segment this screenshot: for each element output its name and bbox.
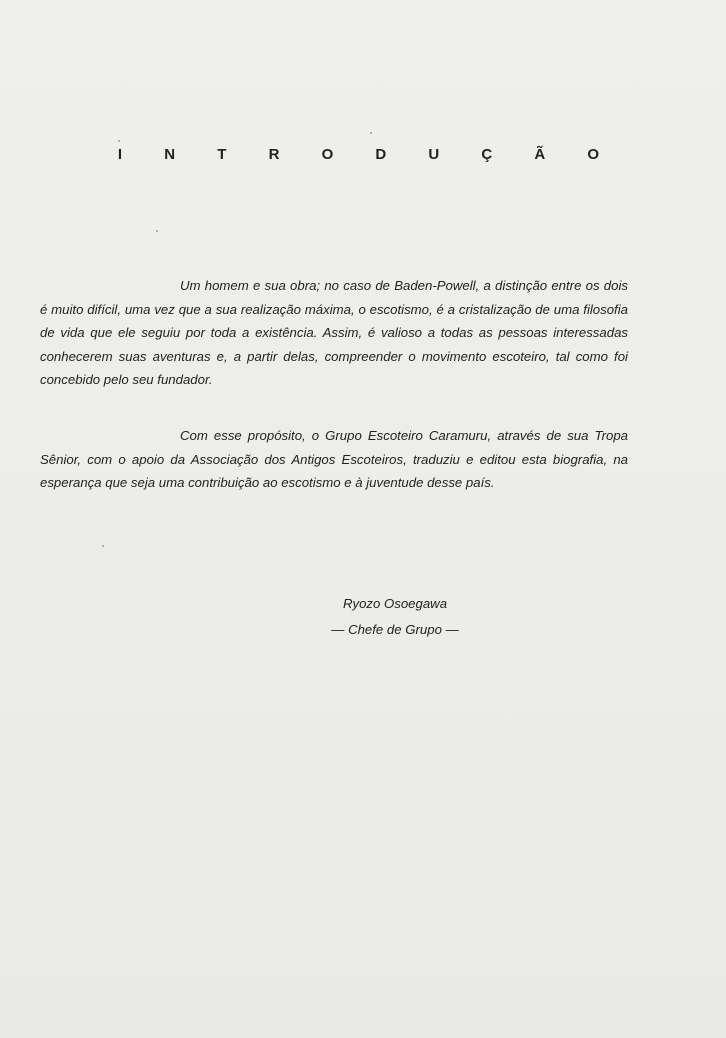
paper-speck — [156, 230, 158, 232]
signature-role: — Chefe de Grupo — — [331, 622, 459, 637]
paper-speck — [118, 140, 120, 142]
paper-speck — [370, 132, 372, 134]
paragraph-2 — [40, 424, 628, 495]
signature-name: Ryozo Osoegawa — [342, 596, 448, 611]
page-title: I N T R O D U Ç Ã O — [117, 146, 619, 163]
paper-speck — [102, 545, 104, 547]
paragraph-2-text: Com esse propósito, o Grupo Escoteiro Caramuru, através de sua Tropa Sênior, com o apoio da Associação dos Antigos Escoteiros, traduziu e editou esta biografia, na esperança que seja uma contribuição ao escotismo e à juventude desse país. — [40, 428, 628, 491]
paragraph-1 — [40, 274, 628, 392]
paragraph-1-text: Um homem e sua obra; no caso de Baden-Powell, a distinção entre os dois é muito difícil, uma vez que a sua realização máxima, o escotismo, é a cristalização de uma filosofia de vida que ele seguiu por toda a existência. Assim, é valioso a todas as pessoas interessadas conhecerem suas aventuras e, a partir delas, compreender o movimento escoteiro, tal como foi concebido pelo seu fundador. — [40, 278, 628, 388]
